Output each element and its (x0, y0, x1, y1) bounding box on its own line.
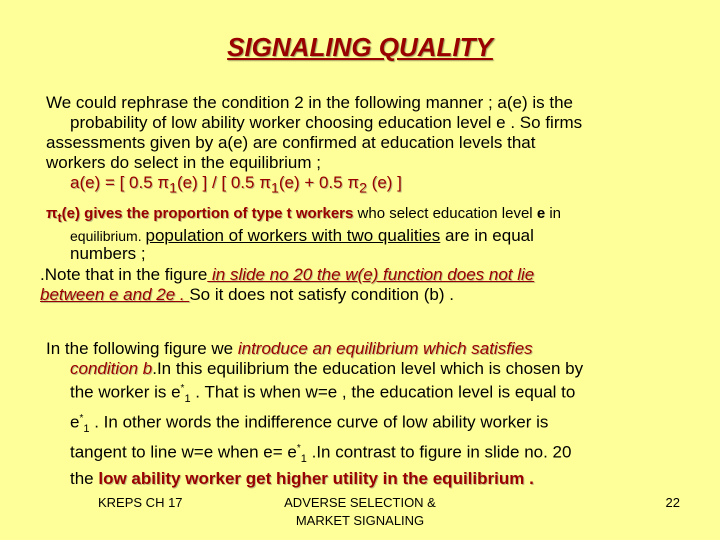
text-segment: .In this equilibrium the education level which is chosen by (152, 359, 584, 378)
text-segment: condition b (70, 359, 153, 378)
paragraph-equilibrium (46, 339, 686, 489)
slide-number: 22 (665, 495, 680, 510)
text-segment: .Note that in the figure (40, 265, 208, 284)
formula-sub: 1 (169, 180, 178, 197)
formula (46, 173, 686, 198)
text-line (46, 205, 686, 227)
paragraph-condition (46, 93, 686, 198)
text-sup: * (79, 413, 84, 425)
footer-course: KREPS CH 17 (98, 495, 183, 510)
text-segment: (e) gives the proportion of type t workers (61, 205, 354, 222)
text-segment: between e and 2e . (40, 285, 190, 304)
text-segment: the worker is e (70, 382, 181, 402)
text-line: We could rephrase the condition 2 in the following manner ; a(e) is the (46, 93, 573, 112)
text-line (46, 113, 686, 133)
text-line (46, 359, 686, 379)
formula-sub: 1 (270, 180, 279, 197)
pi-sub: t (57, 211, 62, 225)
text-segment: In the following figure we (46, 339, 238, 358)
text-sup: * (296, 443, 301, 455)
text-segment: . In other words the indifference curve of low ability worker is (89, 412, 549, 432)
text-segment: in slide no 20 the w(e) function does not lie (207, 265, 535, 284)
text-segment: the (70, 469, 99, 489)
paragraph-proportion (46, 205, 686, 263)
text-line: workers do select in the equilibrium ; (46, 153, 321, 172)
text-segment: introduce an equilibrium which satisfies (237, 339, 533, 358)
formula-part: (e) + 0.5 π (278, 173, 360, 192)
text-segment: .In contrast to figure in slide no. 20 (306, 442, 572, 462)
text-segment: in (545, 205, 561, 222)
text-segment: firms (545, 113, 583, 132)
text-sub: 1 (184, 393, 191, 406)
text-segment: e (70, 412, 80, 432)
text-segment: So it does not satisfy condition (b) . (189, 285, 454, 304)
formula-part: (e) ] / [ 0.5 π (177, 173, 271, 192)
text-line (40, 265, 680, 285)
text-line (46, 439, 686, 469)
text-line: assessments given by a(e) are confirmed at education levels that (46, 133, 536, 152)
text-segment: equilibrium. (70, 228, 146, 244)
text-segment: are in equal (440, 226, 534, 245)
slide-title: SIGNALING QUALITY (227, 32, 493, 62)
footer-topic-line: MARKET SIGNALING (295, 513, 425, 528)
text-line (46, 339, 686, 359)
text-sup: * (180, 383, 185, 394)
text-segment: low ability worker get higher utility in the equilibrium . (98, 469, 534, 489)
footer-topic-line: ADVERSE SELECTION & (284, 495, 436, 510)
text-segment: probability of low ability worker choosing education level e . So (70, 113, 546, 132)
text-line: numbers ; (70, 244, 146, 263)
formula-sub: 2 (359, 180, 367, 197)
text-line (46, 227, 686, 245)
text-line (46, 469, 686, 489)
paragraph-note (40, 265, 680, 305)
text-sub: 1 (83, 423, 90, 436)
text-sub: 1 (300, 453, 307, 466)
text-segment: e (536, 205, 546, 222)
text-line (46, 379, 686, 409)
text-line (46, 409, 686, 439)
text-segment: . That is when w=e , the education level is equal to (190, 382, 576, 402)
pi-symbol: π (46, 205, 58, 222)
formula-part: a(e) = [ 0.5 π (70, 173, 170, 192)
text-line (40, 285, 680, 305)
formula-part: (e) ] (366, 173, 402, 192)
text-segment: tangent to line w=e when e= e (70, 442, 297, 462)
footer-topic (240, 494, 480, 530)
text-segment: who select education level (353, 205, 537, 222)
text-segment: population of workers with two qualities (145, 226, 441, 245)
